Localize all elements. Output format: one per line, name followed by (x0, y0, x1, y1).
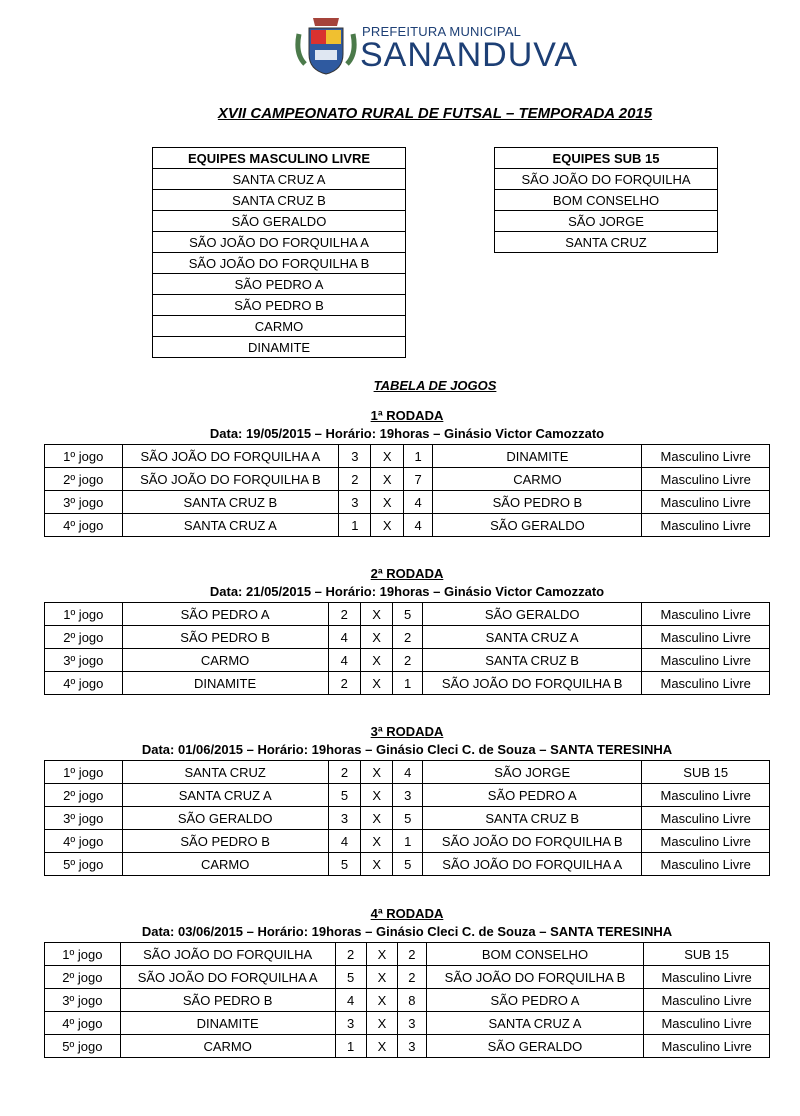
game-row (45, 807, 770, 830)
brand-line-1: PREFEITURA MUNICIPAL (362, 24, 522, 39)
home-score: 3 (335, 1012, 366, 1035)
versus: X (361, 784, 393, 807)
team-name: DINAMITE (153, 337, 406, 358)
game-number: 2º jogo (45, 966, 121, 989)
team-name: SÃO JOÃO DO FORQUILHA (495, 169, 718, 190)
away-score: 4 (403, 491, 433, 514)
game-row (45, 603, 770, 626)
round-info: Data: 01/06/2015 – Horário: 19horas – Ginásio Cleci C. de Souza – SANTA TERESINHA (141, 742, 673, 757)
category: Masculino Livre (644, 966, 770, 989)
home-score: 4 (328, 830, 360, 853)
team-name: SANTA CRUZ B (153, 190, 406, 211)
team-row (153, 211, 406, 232)
game-number: 2º jogo (45, 626, 123, 649)
away-team: SÃO PEDRO A (426, 989, 643, 1012)
category: SUB 15 (644, 943, 770, 966)
home-score: 1 (339, 514, 371, 537)
team-row (495, 190, 718, 211)
category: Masculino Livre (642, 853, 770, 876)
home-score: 5 (328, 853, 360, 876)
away-team: SÃO JOÃO DO FORQUILHA B (426, 966, 643, 989)
versus: X (360, 672, 392, 695)
home-team: SANTA CRUZ B (122, 491, 339, 514)
away-team: SANTA CRUZ A (426, 1012, 643, 1035)
home-score: 1 (335, 1035, 366, 1058)
game-number: 1º jogo (45, 761, 123, 784)
team-name: CARMO (153, 316, 406, 337)
away-score: 3 (398, 1012, 427, 1035)
versus: X (366, 1035, 397, 1058)
team-name: SÃO JORGE (495, 211, 718, 232)
away-score: 2 (398, 966, 427, 989)
team-name: SÃO PEDRO B (153, 295, 406, 316)
home-score: 2 (339, 468, 371, 491)
home-team: SANTA CRUZ (122, 761, 328, 784)
team-row (153, 337, 406, 358)
away-score: 2 (393, 649, 423, 672)
game-row (45, 989, 770, 1012)
teams-sub15-table (494, 147, 718, 253)
category: Masculino Livre (642, 491, 770, 514)
game-number: 4º jogo (45, 672, 123, 695)
versus: X (371, 445, 403, 468)
home-team: SÃO PEDRO B (122, 830, 328, 853)
game-row (45, 491, 770, 514)
round-title: 4ª RODADA (370, 906, 444, 921)
game-row (45, 853, 770, 876)
game-row (45, 761, 770, 784)
team-name: SÃO JOÃO DO FORQUILHA B (153, 253, 406, 274)
team-row (153, 316, 406, 337)
versus: X (366, 989, 397, 1012)
home-team: DINAMITE (122, 672, 328, 695)
team-name: SÃO JOÃO DO FORQUILHA A (153, 232, 406, 253)
category: Masculino Livre (644, 989, 770, 1012)
team-row (153, 232, 406, 253)
round-info: Data: 19/05/2015 – Horário: 19horas – Ginásio Victor Camozzato (209, 426, 605, 441)
game-row (45, 626, 770, 649)
category: Masculino Livre (642, 445, 770, 468)
teams-masculino-table (152, 147, 406, 358)
away-team: DINAMITE (433, 445, 642, 468)
games-table (44, 444, 770, 537)
game-number: 3º jogo (45, 989, 121, 1012)
team-row (495, 211, 718, 232)
team-name: SANTA CRUZ A (153, 169, 406, 190)
game-row (45, 672, 770, 695)
away-score: 8 (398, 989, 427, 1012)
away-score: 3 (398, 1035, 427, 1058)
table-header: EQUIPES SUB 15 (495, 148, 718, 169)
home-team: SANTA CRUZ A (122, 784, 328, 807)
away-team: CARMO (433, 468, 642, 491)
home-team: CARMO (122, 649, 328, 672)
game-number: 1º jogo (45, 943, 121, 966)
away-team: SÃO JOÃO DO FORQUILHA B (422, 672, 641, 695)
round-section (44, 906, 770, 1058)
category: SUB 15 (642, 761, 770, 784)
home-score: 2 (328, 761, 360, 784)
away-score: 2 (393, 626, 423, 649)
home-score: 4 (328, 626, 360, 649)
away-score: 4 (393, 761, 423, 784)
city-coat-of-arms-logo (293, 14, 359, 80)
team-row (153, 190, 406, 211)
home-score: 4 (335, 989, 366, 1012)
game-number: 5º jogo (45, 853, 123, 876)
round-section (44, 408, 770, 537)
home-score: 3 (339, 491, 371, 514)
versus: X (371, 468, 403, 491)
home-score: 2 (335, 943, 366, 966)
team-name: SÃO GERALDO (153, 211, 406, 232)
round-title: 3ª RODADA (370, 724, 444, 739)
versus: X (361, 761, 393, 784)
home-team: SÃO PEDRO B (122, 626, 328, 649)
away-team: SÃO GERALDO (433, 514, 642, 537)
home-team: SÃO JOÃO DO FORQUILHA (120, 943, 335, 966)
home-team: CARMO (120, 1035, 335, 1058)
home-team: SÃO JOÃO DO FORQUILHA A (120, 966, 335, 989)
category: Masculino Livre (644, 1012, 770, 1035)
category: Masculino Livre (642, 468, 770, 491)
versus: X (366, 1012, 397, 1035)
team-name: SÃO PEDRO A (153, 274, 406, 295)
versus: X (361, 830, 393, 853)
brand-line-2: SANANDUVA (360, 36, 579, 74)
game-number: 4º jogo (45, 830, 123, 853)
game-number: 1º jogo (45, 445, 123, 468)
versus: X (366, 943, 397, 966)
versus: X (361, 853, 393, 876)
home-team: SÃO JOÃO DO FORQUILHA B (122, 468, 339, 491)
team-row (495, 169, 718, 190)
game-number: 1º jogo (45, 603, 123, 626)
versus: X (360, 649, 392, 672)
home-team: SANTA CRUZ A (122, 514, 339, 537)
team-row (153, 295, 406, 316)
home-team: SÃO JOÃO DO FORQUILHA A (122, 445, 339, 468)
team-row (495, 232, 718, 253)
home-score: 3 (328, 807, 360, 830)
document-title: XVII CAMPEONATO RURAL DE FUTSAL – TEMPORADA 2015 (217, 105, 653, 122)
away-score: 5 (393, 807, 423, 830)
home-team: SÃO PEDRO A (122, 603, 328, 626)
game-row (45, 445, 770, 468)
home-team: SÃO PEDRO B (120, 989, 335, 1012)
versus: X (366, 966, 397, 989)
game-row (45, 830, 770, 853)
game-row (45, 784, 770, 807)
away-team: SÃO JOÃO DO FORQUILHA B (423, 830, 642, 853)
game-row (45, 649, 770, 672)
game-number: 3º jogo (45, 649, 123, 672)
category: Masculino Livre (642, 626, 770, 649)
away-team: SÃO JORGE (423, 761, 642, 784)
game-number: 2º jogo (45, 784, 123, 807)
versus: X (360, 603, 392, 626)
home-score: 3 (339, 445, 371, 468)
home-team: CARMO (122, 853, 328, 876)
team-row (153, 169, 406, 190)
table-header-row (495, 148, 718, 169)
away-team: SÃO JOÃO DO FORQUILHA A (423, 853, 642, 876)
team-name: BOM CONSELHO (495, 190, 718, 211)
away-team: SANTA CRUZ B (422, 649, 641, 672)
category: Masculino Livre (642, 830, 770, 853)
game-row (45, 514, 770, 537)
away-team: SÃO PEDRO B (433, 491, 642, 514)
game-number: 3º jogo (45, 807, 123, 830)
home-score: 4 (328, 649, 360, 672)
game-row (45, 1035, 770, 1058)
game-row (45, 1012, 770, 1035)
home-score: 5 (335, 966, 366, 989)
game-number: 4º jogo (45, 514, 123, 537)
table-header: EQUIPES MASCULINO LIVRE (153, 148, 406, 169)
round-info: Data: 03/06/2015 – Horário: 19horas – Ginásio Cleci C. de Souza – SANTA TERESINHA (141, 924, 673, 939)
team-name: SANTA CRUZ (495, 232, 718, 253)
away-team: SÃO GERALDO (422, 603, 641, 626)
team-row (153, 253, 406, 274)
game-number: 5º jogo (45, 1035, 121, 1058)
home-score: 2 (328, 672, 360, 695)
game-number: 3º jogo (45, 491, 123, 514)
category: Masculino Livre (642, 514, 770, 537)
round-title: 1ª RODADA (370, 408, 444, 423)
home-score: 5 (328, 784, 360, 807)
away-team: SANTA CRUZ A (422, 626, 641, 649)
games-table (44, 602, 770, 695)
game-number: 4º jogo (45, 1012, 121, 1035)
versus: X (371, 514, 403, 537)
versus: X (360, 626, 392, 649)
category: Masculino Livre (644, 1035, 770, 1058)
home-team: SÃO GERALDO (122, 807, 328, 830)
games-table (44, 760, 770, 876)
home-team: DINAMITE (120, 1012, 335, 1035)
away-score: 1 (393, 672, 423, 695)
round-section (44, 566, 770, 695)
away-team: SÃO PEDRO A (423, 784, 642, 807)
away-score: 5 (393, 853, 423, 876)
round-section (44, 724, 770, 876)
round-info: Data: 21/05/2015 – Horário: 19horas – Ginásio Victor Camozzato (209, 584, 605, 599)
category: Masculino Livre (642, 603, 770, 626)
game-row (45, 966, 770, 989)
table-header-row (153, 148, 406, 169)
schedule-title: TABELA DE JOGOS (373, 378, 497, 393)
round-title: 2ª RODADA (370, 566, 444, 581)
versus: X (361, 807, 393, 830)
game-row (45, 468, 770, 491)
away-score: 5 (393, 603, 423, 626)
game-number: 2º jogo (45, 468, 123, 491)
away-score: 1 (403, 445, 433, 468)
category: Masculino Livre (642, 784, 770, 807)
team-row (153, 274, 406, 295)
away-score: 3 (393, 784, 423, 807)
game-row (45, 943, 770, 966)
home-score: 2 (328, 603, 360, 626)
away-team: SÃO GERALDO (426, 1035, 643, 1058)
away-score: 4 (403, 514, 433, 537)
category: Masculino Livre (642, 807, 770, 830)
away-team: BOM CONSELHO (426, 943, 643, 966)
away-score: 1 (393, 830, 423, 853)
versus: X (371, 491, 403, 514)
category: Masculino Livre (642, 672, 770, 695)
away-score: 2 (398, 943, 427, 966)
category: Masculino Livre (642, 649, 770, 672)
away-team: SANTA CRUZ B (423, 807, 642, 830)
games-table (44, 942, 770, 1058)
away-score: 7 (403, 468, 433, 491)
